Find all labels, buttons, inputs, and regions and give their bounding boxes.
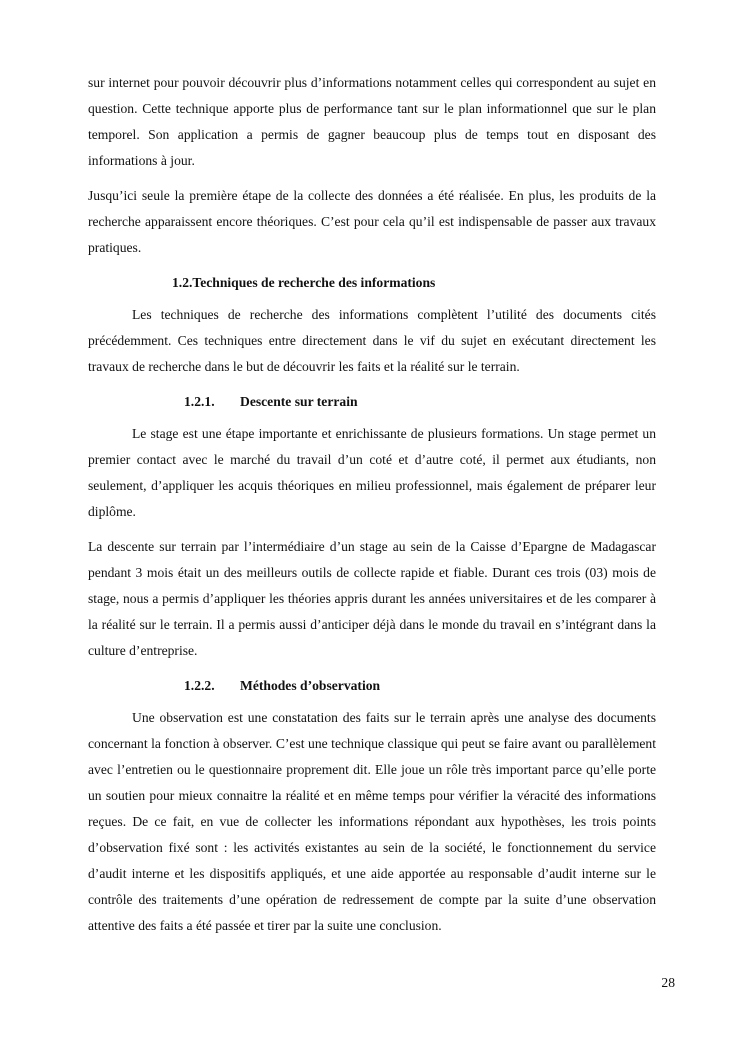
subsection-title: Descente sur terrain xyxy=(240,394,358,409)
paragraph-stage: Le stage est une étape importante et enrichissante de plusieurs formations. Un stage permet un premier contact avec le marché du travail d’un coté et d’autre coté, il permet aux étudiants, non seulement, d’appliquer les acquis théoriques en milieu professionnel, mais également de préparer leur diplôme. xyxy=(88,426,656,519)
page-number: 28 xyxy=(661,975,675,990)
subsection-heading-observation xyxy=(88,673,656,699)
paragraph-internet-research: sur internet pour pouvoir découvrir plus d’informations notamment celles qui correspondent au sujet en question. Cette technique apporte plus de performance tant sur le plan informationnel que sur le plan temporel. Son application a permis de gagner beaucoup plus de temps tout en disposant des informations à jour. xyxy=(88,75,656,168)
section-heading-techniques: 1.2.Techniques de recherche des informations xyxy=(172,275,436,290)
paragraph-observation: Une observation est une constatation des faits sur le terrain après une analyse des documents concernant la fonction à observer. C’est une technique classique qui peut se faire avant ou parallèlement avec l’entretien ou le questionnaire proprement dit. Elle joue un rôle très important parce qu’elle porte un soutien pour mieux connaitre la réalité et en même temps pour vérifier la véracité des informations reçues. De ce fait, en vue de collecter les informations répondant aux hypothèses, les trois points d’observation fixé sont : les activités existantes au sein de la société, le fonctionnement du service d’audit interne et les dispositifs appliqués, et une aide apportée au responsable d’audit interne sur le contrôle des traitements d’une opération de redressement de compte par la suite d’une observation attentive des faits a été passée et tirer par la suite une conclusion. xyxy=(88,710,656,933)
subsection-title: Méthodes d’observation xyxy=(240,678,381,693)
subsection-number: 1.2.1. xyxy=(184,394,215,409)
document-page xyxy=(88,70,656,939)
paragraph-descente-terrain: La descente sur terrain par l’intermédiaire d’un stage au sein de la Caisse d’Epargne de Madagascar pendant 3 mois était un des meilleurs outils de collecte rapide et fiable. Durant ces trois (03) mois de stage, nous a permis d’appliquer les théories appris durant les années universitaires et de les comparer à la réalité sur le terrain. Il a permis aussi d’anticiper déjà dans le monde du travail en s’intégrant dans la culture d’entreprise. xyxy=(88,539,656,658)
paragraph-techniques-intro: Les techniques de recherche des informations complètent l’utilité des documents cités précédemment. Ces techniques entre directement dans le vif du sujet en exécutant directement les travaux de recherche dans le but de découvrir les faits et la réalité sur le terrain. xyxy=(88,307,656,374)
subsection-number: 1.2.2. xyxy=(184,678,215,693)
subsection-heading-descente xyxy=(88,389,656,415)
paragraph-first-step: Jusqu’ici seule la première étape de la collecte des données a été réalisée. En plus, les produits de la recherche apparaissent encore théoriques. C’est pour cela qu’il est indispensable de passer aux travaux pratiques. xyxy=(88,188,656,255)
